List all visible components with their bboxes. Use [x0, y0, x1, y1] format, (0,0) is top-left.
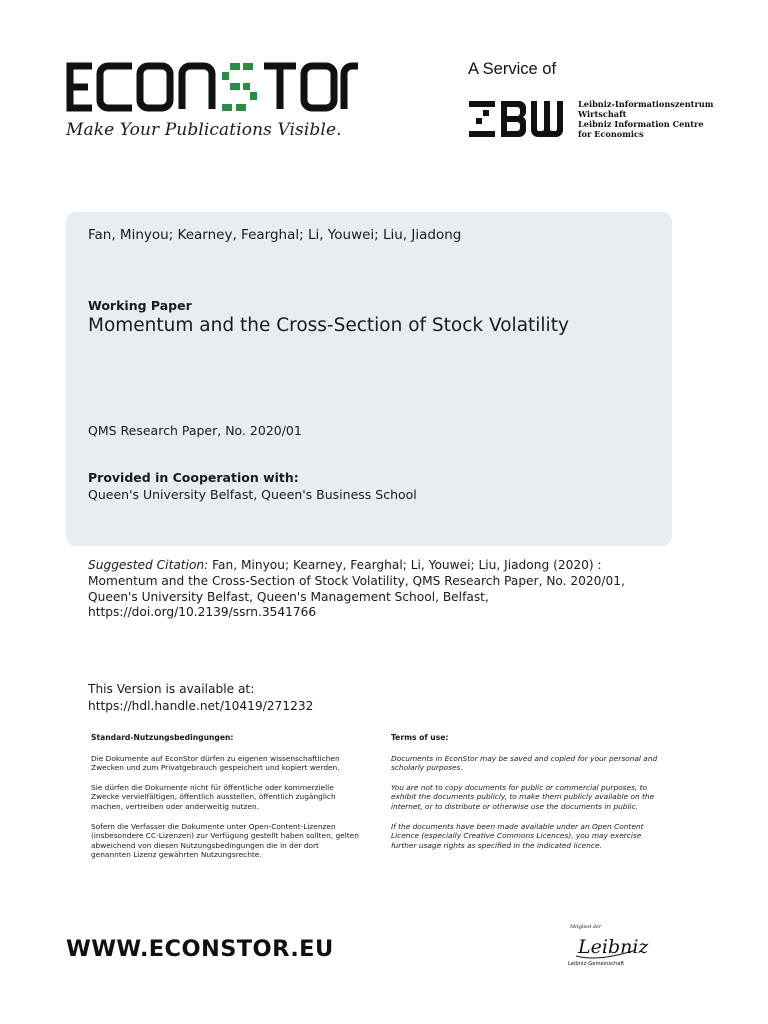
citation-label: Suggested Citation: — [88, 558, 209, 572]
econstor-website-link[interactable] — [66, 935, 334, 962]
version-handle-link[interactable]: https://hdl.handle.net/10419/271232 — [88, 698, 314, 713]
leibniz-sub-text: Leibniz-Gemeinschaft — [568, 961, 625, 967]
website-text: WWW.ECONSTOR.EU — [66, 936, 334, 962]
tagline: Make Your Publications Visible. — [66, 120, 342, 140]
terms-english — [391, 733, 661, 860]
record-info-box — [66, 212, 672, 546]
zbw-line: Leibniz-Informationszentrum — [578, 99, 714, 109]
leibniz-script-text: Leibniz — [578, 936, 649, 958]
terms-german-heading: Standard-Nutzungsbedingungen: — [91, 733, 234, 742]
citation-text: Fan, Minyou; Kearney, Fearghal; Li, Youwei; Liu, Jiadong (2020) : Momentum and the Cross-Section of Stock Volatility, QMS Research Paper, No. 2020/01, Queen's University Belfast, Queen's Management School, Belfast, — [88, 558, 625, 604]
leibniz-small-text: Mitglied der — [570, 924, 602, 930]
zbw-line: for Economics — [578, 129, 644, 139]
terms-german-paragraph: Die Dokumente auf EconStor dürfen zu eigenen wissenschaftlichen Zwecken und zum Privatgebrauch gespeichert und kopiert werden. — [91, 753, 340, 773]
leibniz-logo — [566, 920, 649, 970]
terms-german-paragraph: Sofern die Verfasser die Dokumente unter Open-Content-Lizenzen (insbesondere CC-Lizenzen) zur Verfügung gestellt haben sollten, gelten abweichend von diesen Nutzungsbedingungen die in der dort genannten Lizenz gewährten Nutzungsrechte. — [91, 821, 359, 860]
terms-english-paragraph: You are not to copy documents for public or commercial purposes, to exhibit the documents publicly, to make them publicly available on the internet, or to distribute or otherwise use the documents in public. — [391, 782, 655, 811]
citation-doi-link[interactable]: https://doi.org/10.2139/ssrn.3541766 — [88, 605, 317, 620]
terms-german — [91, 733, 361, 870]
terms-english-paragraph: Documents in EconStor may be saved and copied for your personal and scholarly purposes. — [391, 753, 658, 773]
zbw-line: Leibniz Information Centre — [578, 119, 704, 129]
version-info — [88, 681, 313, 714]
zbw-logo — [467, 100, 567, 138]
service-of-label: A Service of — [468, 60, 557, 78]
econstor-logo — [66, 62, 361, 112]
zbw-name-text — [578, 99, 713, 139]
document-type-label: Working Paper — [88, 298, 192, 313]
cooperation-value: Queen's University Belfast, Queen's Business School — [88, 487, 417, 502]
version-label: This Version is available at: — [88, 682, 255, 696]
terms-german-paragraph: Sie dürfen die Dokumente nicht für öffentliche oder kommerzielle Zwecke vervielfältigen, öffentlich ausstellen, öffentlich zugänglich machen, vertreiben oder anderweitig nutzen. — [91, 782, 336, 811]
authors: Fan, Minyou; Kearney, Fearghal; Li, Youwei; Liu, Jiadong — [88, 227, 462, 243]
suggested-citation — [88, 558, 648, 621]
terms-english-paragraph: If the documents have been made available under an Open Content Licence (especially Creative Commons Licences), you may exercise further usage rights as specified in the indicated licence. — [391, 821, 644, 850]
cooperation-label: Provided in Cooperation with: — [88, 470, 299, 485]
series-info: QMS Research Paper, No. 2020/01 — [88, 423, 302, 438]
terms-english-heading: Terms of use: — [391, 733, 449, 742]
document-title: Momentum and the Cross-Section of Stock Volatility — [88, 315, 569, 336]
zbw-line: Wirtschaft — [578, 109, 627, 119]
